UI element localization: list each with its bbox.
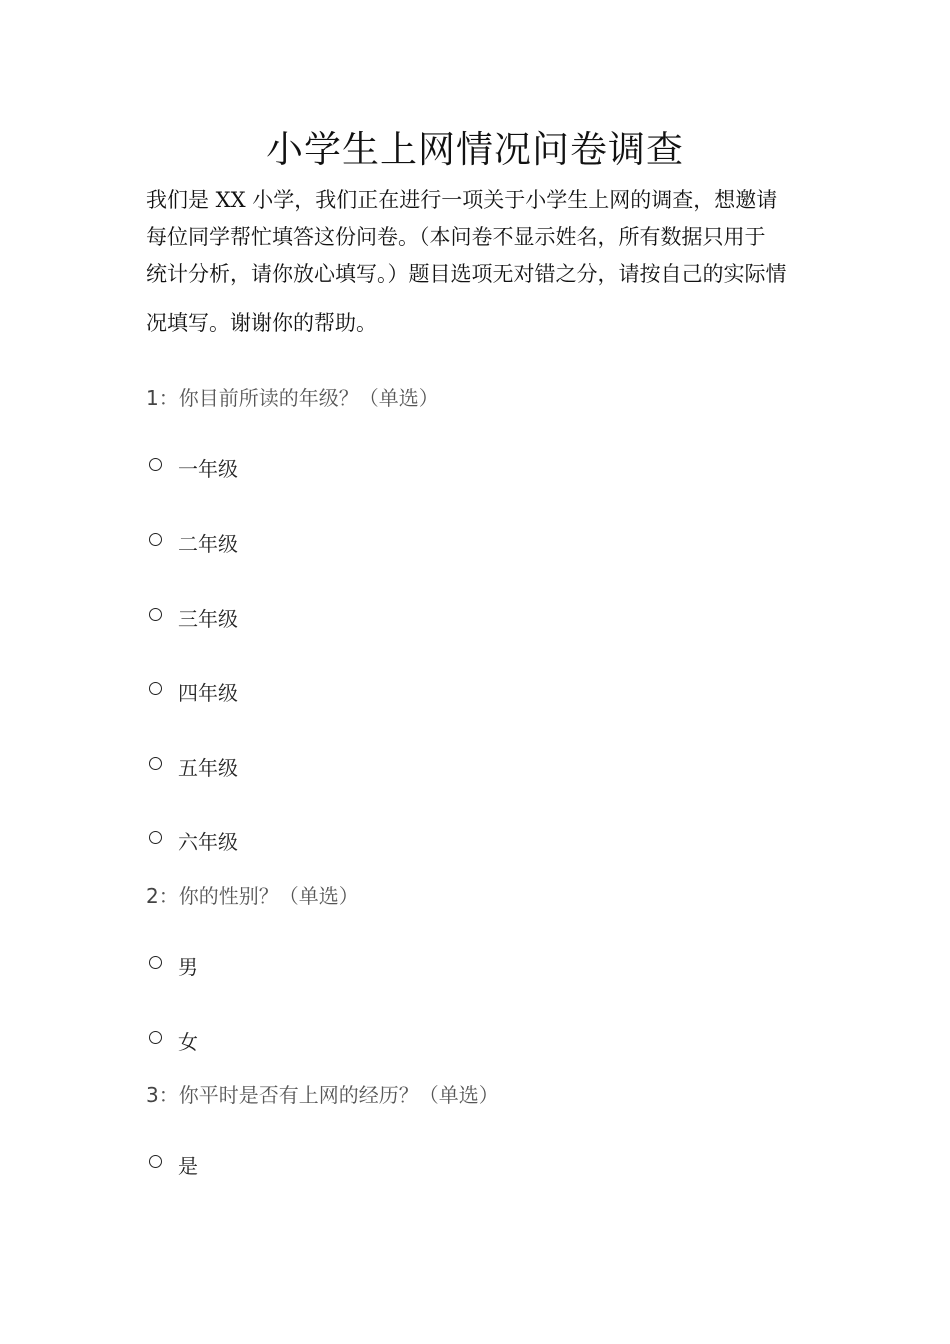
option-label: 三年级 (178, 606, 238, 631)
radio-button[interactable] (149, 831, 162, 844)
option-grade-5[interactable] (146, 751, 238, 781)
radio-button[interactable] (149, 608, 162, 621)
option-grade-1[interactable] (146, 452, 238, 482)
option-label: 一年级 (178, 456, 238, 481)
question-text: 你的性别？（单选） (178, 884, 359, 908)
option-label: 是 (178, 1153, 198, 1178)
option-label: 五年级 (178, 755, 238, 780)
option-label: 男 (178, 954, 198, 979)
question-3-heading (146, 1080, 499, 1110)
intro-line: 我们是 XX 小学，我们正在进行一项关于小学生上网的调查，想邀请 (146, 188, 778, 212)
question-1-heading (146, 383, 439, 413)
page-title: 小学生上网情况问卷调查 (266, 128, 684, 171)
radio-button[interactable] (149, 458, 162, 471)
intro-line: 统计分析，请你放心填写。）题目选项无对错之分，请按自己的实际情 (146, 262, 787, 286)
question-2-heading (146, 881, 359, 911)
question-text: 你目前所读的年级？（单选） (178, 386, 439, 410)
radio-button[interactable] (149, 757, 162, 770)
option-female[interactable] (146, 1025, 198, 1055)
radio-button[interactable] (149, 533, 162, 546)
intro-line: 每位同学帮忙填答这份问卷。（本问卷不显示姓名，所有数据只用于 (146, 225, 766, 249)
option-yes[interactable] (146, 1149, 198, 1179)
question-number: 2 (146, 884, 159, 908)
option-grade-3[interactable] (146, 602, 238, 632)
radio-button[interactable] (149, 956, 162, 969)
option-label: 女 (178, 1029, 198, 1054)
option-label: 四年级 (178, 680, 238, 705)
question-number: 3 (146, 1083, 159, 1107)
option-label: 六年级 (178, 829, 238, 854)
intro-line: 况填写。谢谢你的帮助。 (146, 311, 377, 335)
option-label: 二年级 (178, 531, 238, 556)
option-grade-4[interactable] (146, 676, 238, 706)
option-grade-6[interactable] (146, 825, 238, 855)
question-separator: ： (158, 884, 179, 908)
option-male[interactable] (146, 950, 198, 980)
radio-button[interactable] (149, 682, 162, 695)
intro-paragraph (146, 182, 810, 342)
option-grade-2[interactable] (146, 527, 238, 557)
question-number: 1 (146, 386, 159, 410)
radio-button[interactable] (149, 1155, 162, 1168)
question-separator: ： (158, 386, 179, 410)
question-text: 你平时是否有上网的经历？（单选） (178, 1083, 499, 1107)
radio-button[interactable] (149, 1031, 162, 1044)
question-separator: ： (158, 1083, 179, 1107)
